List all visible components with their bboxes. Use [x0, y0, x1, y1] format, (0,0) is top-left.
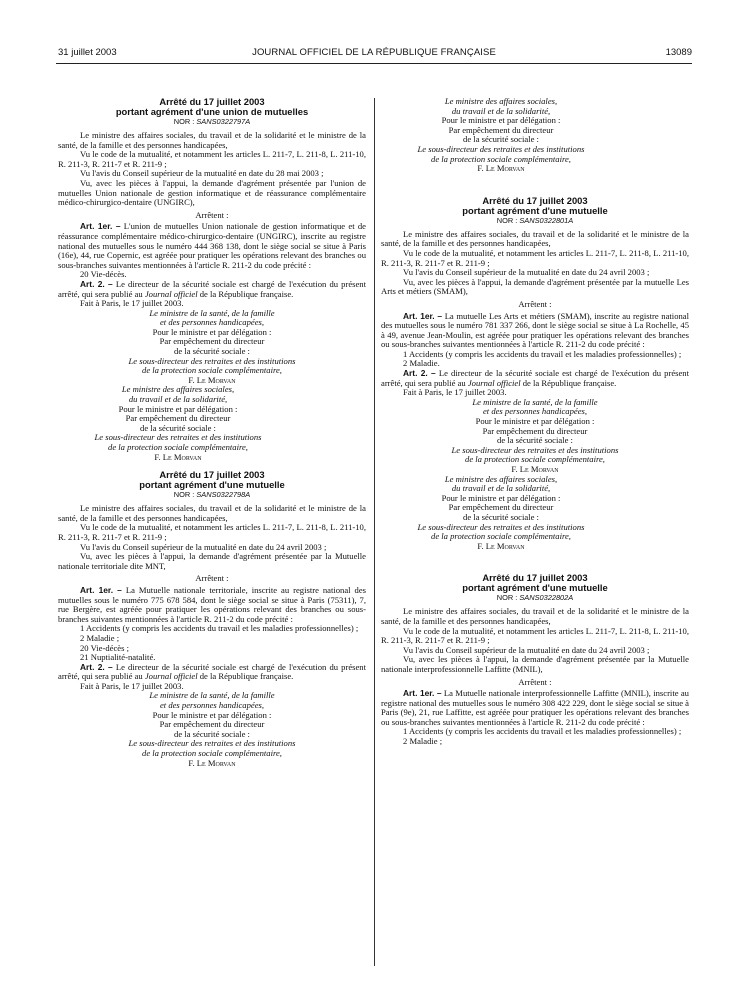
article-1: Art. 1er. – La Mutuelle nationale interprofessionnelle Laffitte (MNIL), inscrite au registre national des mutuelles sous le numéro 308 422 229, dont le siège social se situe à Paris (9e), 21, rue Laffitte, est agréée pour pratiquer les opérations relevant des branches ou sous-branches suivantes mentionnées à l'article R. 211-2 du code précité :: [381, 688, 689, 727]
arretent: Arrêtent :: [518, 676, 552, 687]
arretent: Arrêtent :: [518, 298, 552, 309]
preamble: Le ministre des affaires sociales, du travail et de la solidarité et le ministre de la santé, de la famille et des personnes handicapées,: [58, 503, 366, 523]
visa: Vu, avec les pièces à l'appui, la demande d'agrément présentée par la Mutuelle nationale territoriale dite MNT,: [58, 551, 366, 571]
visa: Vu l'avis du Conseil supérieur de la mutualité en date du 28 mai 2003 ;: [80, 168, 324, 179]
visa: Vu l'avis du Conseil supérieur de la mutualité en date du 24 avril 2003 ;: [403, 644, 650, 655]
visa: Vu l'avis du Conseil supérieur de la mutualité en date du 24 avril 2003 ;: [80, 541, 327, 552]
branch-item: 21 Nuptialité-natalité.: [80, 652, 156, 663]
signature-block: Le ministre de la santé, de la famille et des personnes handicapées, Pour le ministre et par délégation : Par empêchement du directeur de la sécurité sociale : Le sous-directeur des retraites et des institutions de la protection sociale complémentaire, F. Le Morvan: [128, 690, 296, 768]
page-header: [0, 47, 748, 61]
branch-item: 20 Vie-décès ;: [80, 642, 129, 653]
journal-title: JOURNAL OFFICIEL DE LA RÉPUBLIQUE FRANÇAISE: [252, 47, 496, 58]
branch-item: 2 Maladie ;: [80, 632, 120, 643]
visa: Vu le code de la mutualité, et notamment les articles L. 211-7, L. 211-8, L. 211-10, R. 211-3, R. 211-7 et R. 211-9 ;: [58, 522, 366, 542]
signature-block: Le ministre des affaires sociales, du travail et de la solidarité, Pour le ministre et par délégation : Par empêchement du directeur de la sécurité sociale : Le sous-directeur des retraites et des institutions de la protection sociale complémentaire, F. Le Morvan: [417, 473, 585, 551]
article-2: Art. 2. – Le directeur de la sécurité sociale est chargé de l'exécution du présent arrêté, qui sera publié au Journal officiel de la République française.: [381, 368, 689, 388]
nor-reference: NOR : SANS0322797A: [173, 117, 251, 126]
visa: Vu le code de la mutualité, et notamment les articles L. 211-7, L. 211-8, L. 211-10, R. 211-3, R. 211-7 et R. 211-9 ;: [58, 149, 366, 169]
issue-date: 31 juillet 2003: [58, 47, 117, 58]
decree-subtitle: portant agrément d'une union de mutuelles: [115, 106, 309, 117]
decree-mutuelle-smam: [381, 196, 689, 552]
signature-block-continued: Le ministre des affaires sociales, du travail et de la solidarité, Pour le ministre et par délégation : Par empêchement du directeur de la sécurité sociale : Le sous-directeur des retraites et des institutions de la protection sociale complémentaire, F. Le Morvan: [417, 96, 585, 174]
page-number: 13089: [665, 47, 692, 58]
visa: Vu, avec les pièces à l'appui, la demande d'agrément présentée par l'union de mutuelles Union nationale de gestion informatique et de réassurance complémentaire médico-chirurgico-dentaire (UNGIRC),: [58, 177, 366, 208]
preamble: Le ministre des affaires sociales, du travail et de la solidarité et le ministre de la santé, de la famille et des personnes handicapées,: [381, 606, 689, 626]
article-1: Art. 1er. – La mutuelle Les Arts et métiers (SMAM), inscrite au registre national des mutuelles sous le numéro 781 337 266, dont le siège social se situe à La Rochelle, 45 à 49, avenue Jean-Moulin, est agréée pour pratiquer les opérations relevant des branches ou sous-branches suivantes mentionnées à l'article R. 211-2 du code précité :: [381, 310, 689, 350]
article-1: Art. 1er. – La Mutuelle nationale territoriale, inscrite au registre national des mutuelles sous le numéro 775 678 584, dont le siège social se situe à Paris (75311), 7, rue Bergère, est agréée pour pratiquer les opérations relevant des branches ou sous-branches suivantes mentionnées à l'article R. 211-2 du code précité :: [58, 584, 366, 624]
decree-subtitle: portant agrément d'une mutuelle: [139, 479, 285, 491]
branch-item: 2 Maladie ;: [403, 736, 443, 747]
branch-item: 20 Vie-décès.: [80, 269, 127, 280]
signature-block: Le ministre de la santé, de la famille et des personnes handicapées, Pour le ministre et par délégation : Par empêchement du directeur de la sécurité sociale : Le sous-directeur des retraites et des institutions de la protection sociale complémentaire, F. Le Morvan: [451, 396, 619, 474]
visa: Vu, avec les pièces à l'appui, la demande d'agrément présentée par la mutuelle Les Arts et métiers (SMAM),: [381, 276, 689, 297]
signature-block: Le ministre des affaires sociales, du travail et de la solidarité, Pour le ministre et par délégation : Par empêchement du directeur de la sécurité sociale : Le sous-directeur des retraites et des institutions de la protection sociale complémentaire, F. Le Morvan: [94, 384, 262, 462]
decree-mutuelle-mnil: [381, 573, 689, 746]
visa: Vu le code de la mutualité, et notamment les articles L. 211-7, L. 211-8, L. 211-10, R. 211-3, R. 211-7 et R. 211-9 ;: [381, 247, 689, 268]
nor-reference: NOR : SANS0322801A: [496, 215, 574, 225]
branch-item: 1 Accidents (y compris les accidents du travail et les maladies professionnelles) ;: [403, 348, 682, 359]
signature-block: Le ministre de la santé, de la famille et des personnes handicapées, Pour le ministre et par délégation : Par empêchement du directeur de la sécurité sociale : Le sous-directeur des retraites et des institutions de la protection sociale complémentaire, F. Le Morvan: [128, 307, 296, 385]
column-left: [58, 97, 366, 768]
branch-item: 1 Accidents (y compris les accidents du travail et les maladies professionnelles) ;: [80, 623, 359, 634]
visa: Vu, avec les pièces à l'appui, la demande d'agrément présentée par la Mutuelle nationale interprofessionnelle Laffitte (MNIL),: [381, 654, 689, 674]
fait-a-paris: Fait à Paris, le 17 juillet 2003.: [403, 387, 507, 398]
decree-title: Arrêté du 17 juillet 2003: [159, 469, 265, 481]
preamble: Le ministre des affaires sociales, du travail et de la solidarité et le ministre de la santé, de la famille et des personnes handicapées,: [381, 228, 689, 249]
arretent: Arrêtent :: [195, 209, 229, 220]
decree-subtitle: portant agrément d'une mutuelle: [462, 582, 608, 594]
article-2: Art. 2. – Le directeur de la sécurité sociale est chargé de l'exécution du présent arrêté, qui sera publié au Journal officiel de la République française.: [58, 278, 366, 299]
decree-subtitle: portant agrément d'une mutuelle: [462, 204, 608, 216]
nor-reference: NOR : SANS0322798A: [173, 490, 251, 500]
nor-reference: NOR : SANS0322802A: [496, 593, 574, 603]
article-1: Art. 1er. – L'union de mutuelles Union nationale de gestion informatique et de réassurance complémentaire médico-chirurgico-dentaire (UNGIRC), inscrite au registre national des mutuelles sous le numéro 444 368 138, dont le siège social se situe à Paris (16e), 44, rue Copernic, est agréée pour pratiquer les opérations relevant des branches ou sous-branches suivantes mentionnées à l'article R. 211-2 du code précité :: [58, 221, 366, 270]
column-right: [381, 97, 689, 747]
fait-a-paris: Fait à Paris, le 17 juillet 2003.: [80, 298, 184, 309]
arretent: Arrêtent :: [195, 573, 229, 584]
decree-title: Arrêté du 17 juillet 2003: [482, 194, 588, 206]
decree-mutuelle-mnt: [58, 470, 366, 768]
decree-title: Arrêté du 17 juillet 2003: [159, 96, 265, 107]
fait-a-paris: Fait à Paris, le 17 juillet 2003.: [80, 680, 184, 691]
decree-title: Arrêté du 17 juillet 2003: [482, 572, 588, 584]
branch-item: 2 Maladie.: [403, 358, 440, 369]
header-rule: [56, 63, 692, 64]
decree-union-mutuelles: [58, 97, 366, 462]
visa: Vu le code de la mutualité, et notamment les articles L. 211-7, L. 211-8, L. 211-10, R. 211-3, R. 211-7 et R. 211-9 ;: [381, 625, 689, 646]
branch-item: 1 Accidents (y compris les accidents du travail et les maladies professionnelles) ;: [403, 726, 682, 737]
article-2: Art. 2. – Le directeur de la sécurité sociale est chargé de l'exécution du présent arrêté, qui sera publié au Journal officiel de la République française.: [58, 661, 366, 682]
visa: Vu l'avis du Conseil supérieur de la mutualité en date du 24 avril 2003 ;: [403, 267, 650, 278]
preamble: Le ministre des affaires sociales, du travail et de la solidarité et le ministre de la santé, de la famille et des personnes handicapées,: [58, 130, 366, 150]
